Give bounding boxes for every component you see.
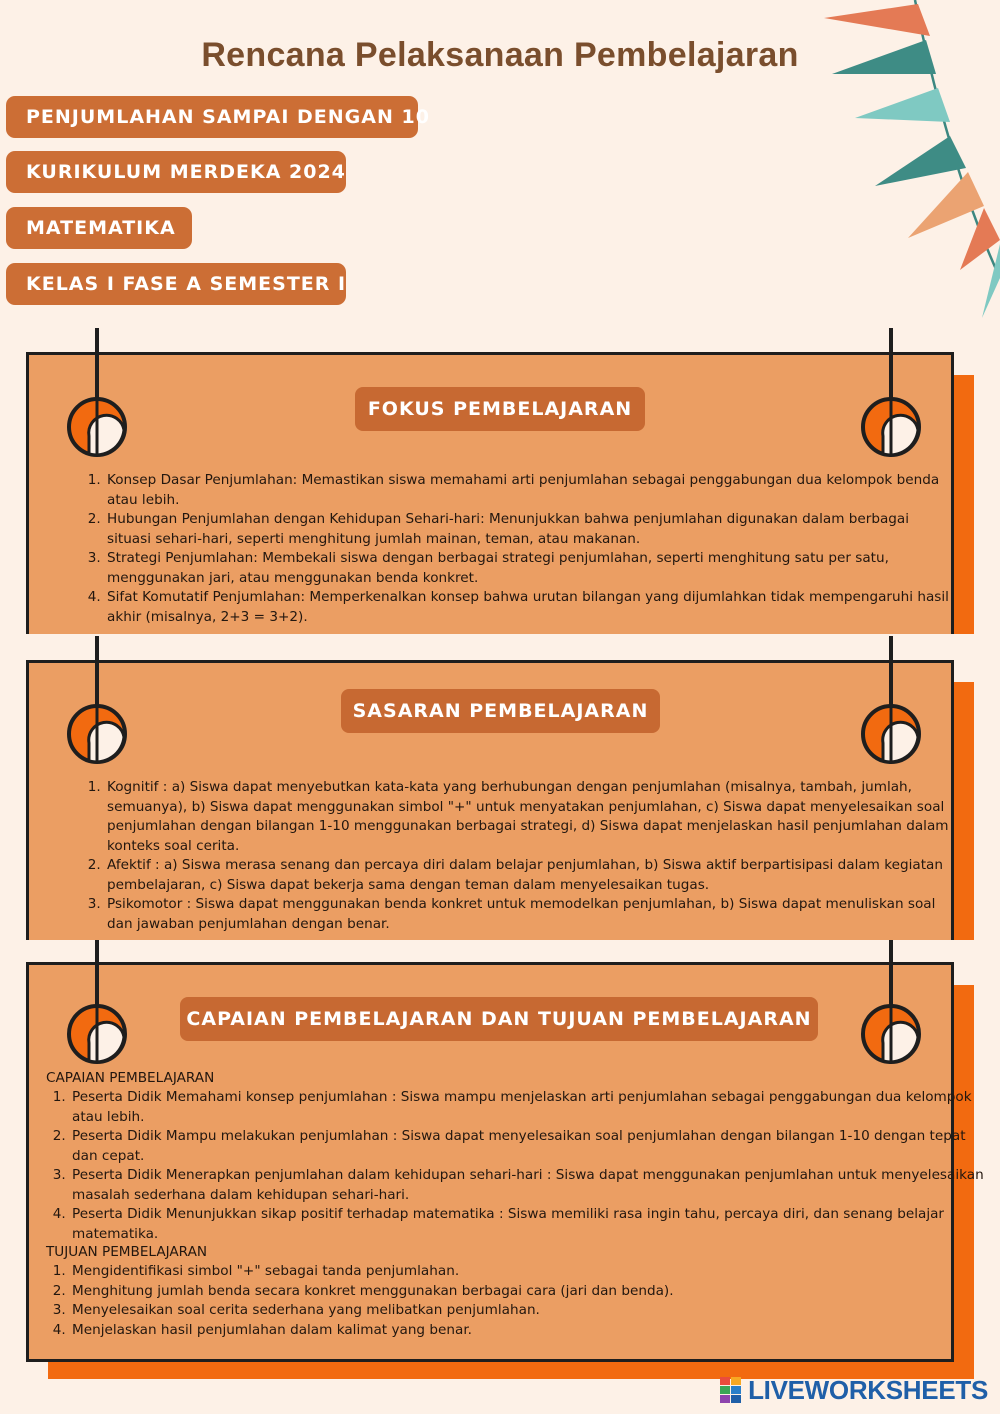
hanging-cord — [95, 940, 99, 1006]
topic-tag: PENJUMLAHAN SAMPAI DENGAN 10 — [6, 96, 418, 138]
fokus-heading: FOKUS PEMBELAJARAN — [355, 387, 645, 431]
class-tag: KELAS I FASE A SEMESTER I — [6, 263, 346, 305]
capaian-list — [31, 1088, 987, 1244]
ornament-icon — [860, 1003, 922, 1065]
liveworksheets-watermark[interactable] — [720, 1376, 988, 1404]
bunting-flag — [824, 4, 930, 36]
page-title: Rencana Pelaksanaan Pembelajaran — [201, 36, 799, 74]
list-item: 3. Peserta Didik Menerapkan penjumlahan dalam kehidupan sehari-hari : Siswa dapat menggunakan penjumlahan untuk menyelesaikan masalah sederhana dalam kehidupan sehari-hari. — [70, 1166, 987, 1205]
sasaran-heading: SASARAN PEMBELAJARAN — [341, 689, 660, 733]
tujuan-label: TUJUAN PEMBELAJARAN — [46, 1244, 208, 1260]
bunting-flag — [855, 88, 950, 122]
list-item: 3. Psikomotor : Siswa dapat menggunakan benda konkret untuk memodelkan penjumlahan, b) Siswa dapat menuliskan soal dan jawaban penjumlahan dengan benar. — [105, 895, 960, 934]
sasaran-list — [66, 778, 960, 934]
hanging-cord — [95, 328, 99, 398]
capaian-label: CAPAIAN PEMBELAJARAN — [46, 1070, 215, 1086]
list-item: 3. Menyelesaikan soal cerita sederhana yang melibatkan penjumlahan. — [70, 1301, 950, 1321]
list-item: 2. Afektif : a) Siswa merasa senang dan percaya diri dalam belajar penjumlahan, b) Siswa aktif berpartisipasi dalam kegiatan pembelajaran, c) Siswa dapat bekerja sama dengan teman dalam menyelesaikan tugas. — [105, 856, 960, 895]
list-item: 1. Konsep Dasar Penjumlahan: Memastikan siswa memahami arti penjumlahan sebagai penggabungan dua kelompok benda atau lebih. — [105, 471, 955, 510]
ornament-icon — [66, 396, 128, 458]
list-item: 4. Peserta Didik Menunjukkan sikap positif terhadap matematika : Siswa memiliki rasa ingin tahu, percaya diri, dan senang belajar matematika. — [70, 1205, 987, 1244]
capaian-heading: CAPAIAN PEMBELAJARAN DAN TUJUAN PEMBELAJARAN — [180, 997, 818, 1041]
ornament-icon — [860, 703, 922, 765]
bunting-flag — [960, 208, 1000, 270]
list-item: 1. Peserta Didik Memahami konsep penjumlahan : Siswa mampu menjelaskan arti penjumlahan sebagai penggabungan dua kelompok atau lebih. — [70, 1088, 987, 1127]
hanging-cord — [95, 636, 99, 706]
list-item: 4. Menjelaskan hasil penjumlahan dalam kalimat yang benar. — [70, 1321, 950, 1341]
bunting-flag — [908, 172, 984, 238]
list-item: 1. Mengidentifikasi simbol "+" sebagai tanda penjumlahan. — [70, 1262, 950, 1282]
list-item: 1. Kognitif : a) Siswa dapat menyebutkan kata-kata yang berhubungan dengan penjumlahan (misalnya, tambah, jumlah, semuanya), b) Siswa dapat menggunakan simbol "+" untuk menyatakan penjumlahan, c) Siswa dapat menyelesaikan soal penjumlahan dengan bilangan 1-10 menggunakan berbagai strategi, d) Siswa dapat menjelaskan hasil penjumlahan dalam konteks soal cerita. — [105, 778, 960, 856]
list-item: 3. Strategi Penjumlahan: Membekali siswa dengan berbagai strategi penjumlahan, seperti menghitung satu per satu, menggunakan jari, atau menggunakan benda konkret. — [105, 549, 955, 588]
watermark-text: LIVEWORKSHEETS — [748, 1374, 988, 1405]
list-item: 2. Menghitung jumlah benda secara konkret menggunakan berbagai cara (jari dan benda). — [70, 1282, 950, 1302]
curriculum-tag: KURIKULUM MERDEKA 2024 — [6, 151, 346, 193]
ornament-icon — [66, 703, 128, 765]
bunting-flag — [875, 136, 966, 186]
list-item: 2. Hubungan Penjumlahan dengan Kehidupan Sehari-hari: Menunjukkan bahwa penjumlahan digunakan dalam berbagai situasi sehari-hari, seperti menghitung jumlah mainan, teman, atau makanan. — [105, 510, 955, 549]
ornament-icon — [860, 396, 922, 458]
hanging-cord — [889, 328, 893, 398]
liveworksheets-logo-icon — [720, 1377, 742, 1403]
list-item: 4. Sifat Komutatif Penjumlahan: Memperkenalkan konsep bahwa urutan bilangan yang dijumlahkan tidak mempengaruhi hasil akhir (misalnya, 2+3 = 3+2). — [105, 588, 955, 627]
subject-tag: MATEMATIKA — [6, 207, 192, 249]
hanging-cord — [889, 636, 893, 706]
tujuan-list — [31, 1262, 950, 1340]
list-item: 2. Peserta Didik Mampu melakukan penjumlahan : Siswa dapat menyelesaikan soal penjumlahan dengan bilangan 1-10 dengan tepat dan cepat. — [70, 1127, 987, 1166]
ornament-icon — [66, 1003, 128, 1065]
hanging-cord — [889, 940, 893, 1006]
fokus-list — [66, 471, 955, 627]
